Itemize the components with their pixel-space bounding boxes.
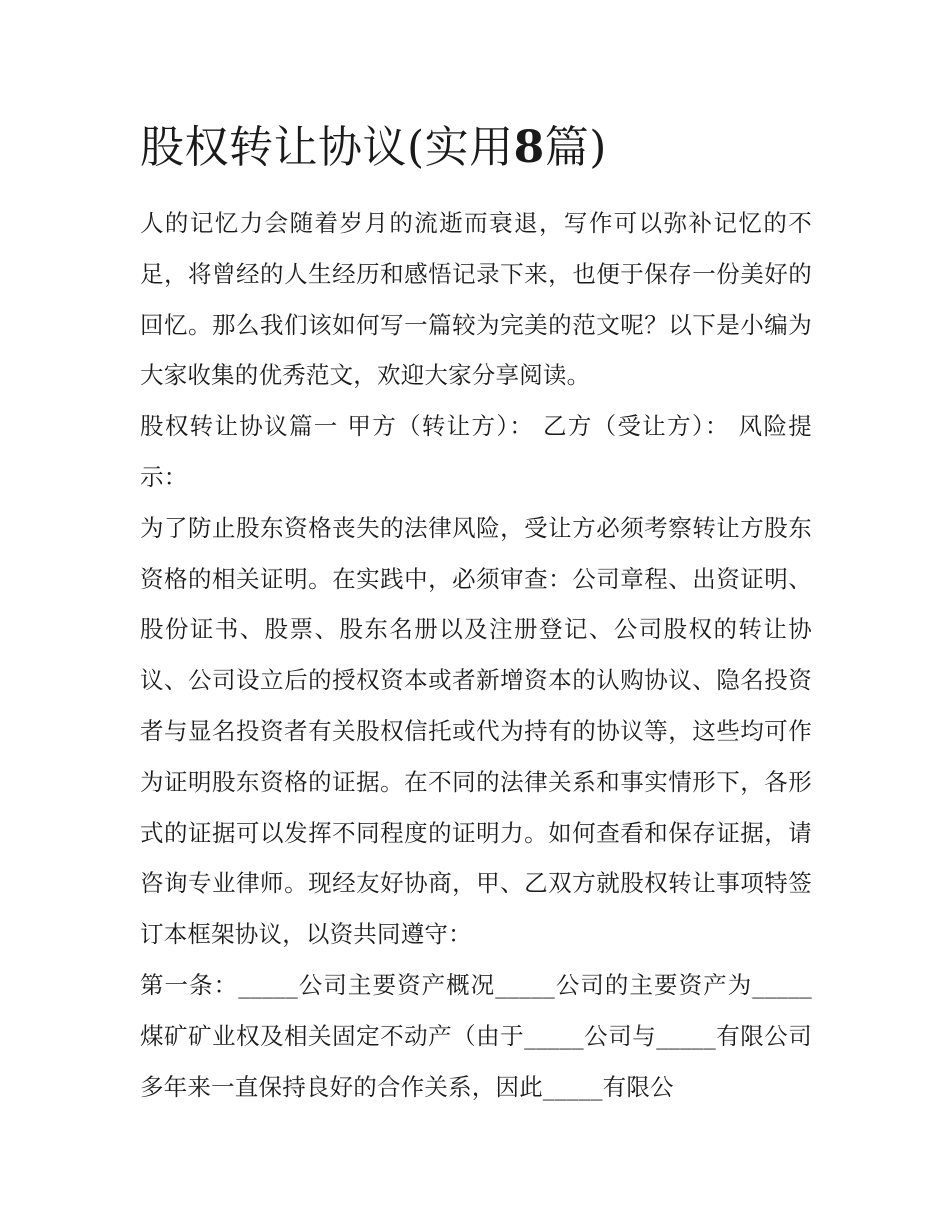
- title-number: 8: [513, 122, 545, 173]
- document-title: [140, 112, 812, 184]
- document-page: [140, 112, 812, 1112]
- risk-notice-paragraph: 为了防止股东资格丧失的法律风险，受让方必须考察转让方股东资格的相关证明。在实践中，必须审查：公司章程、出资证明、股份证书、股票、股东名册以及注册登记、公司股权的转让协议、公司设立后的授权资本或者新增资本的认购协议、隐名投资者与显名投资者有关股权信托或代为持有的协议等，这些均可作为证明股东资格的证据。在不同的法律关系和事实情形下，各形式的证据可以发挥不同程度的证明力。如何查看和保存证据，请咨询专业律师。现经友好协商，甲、乙双方就股权转让事项特签订本框架协议，以资共同遵守：: [140, 513, 812, 949]
- title-prefix: 股权转让协议(实用: [140, 122, 514, 173]
- article-one-paragraph: 第一条：_____公司主要资产概况_____公司的主要资产为_____煤矿矿业权及相关固定不动产（由于_____公司与_____有限公司多年来一直保持良好的合作关系，因此_____有限公: [140, 970, 812, 1101]
- title-suffix: 篇): [544, 122, 607, 173]
- intro-paragraph: 人的记忆力会随着岁月的流逝而衰退，写作可以弥补记忆的不足，将曾经的人生经历和感悟记录下来，也便于保存一份美好的回忆。那么我们该如何写一篇较为完美的范文呢？以下是小编为大家收集的优秀范文，欢迎大家分享阅读。: [140, 209, 812, 390]
- section-heading-paragraph: 股权转让协议篇一 甲方（转让方）： 乙方（受让方）： 风险提示：: [140, 412, 812, 491]
